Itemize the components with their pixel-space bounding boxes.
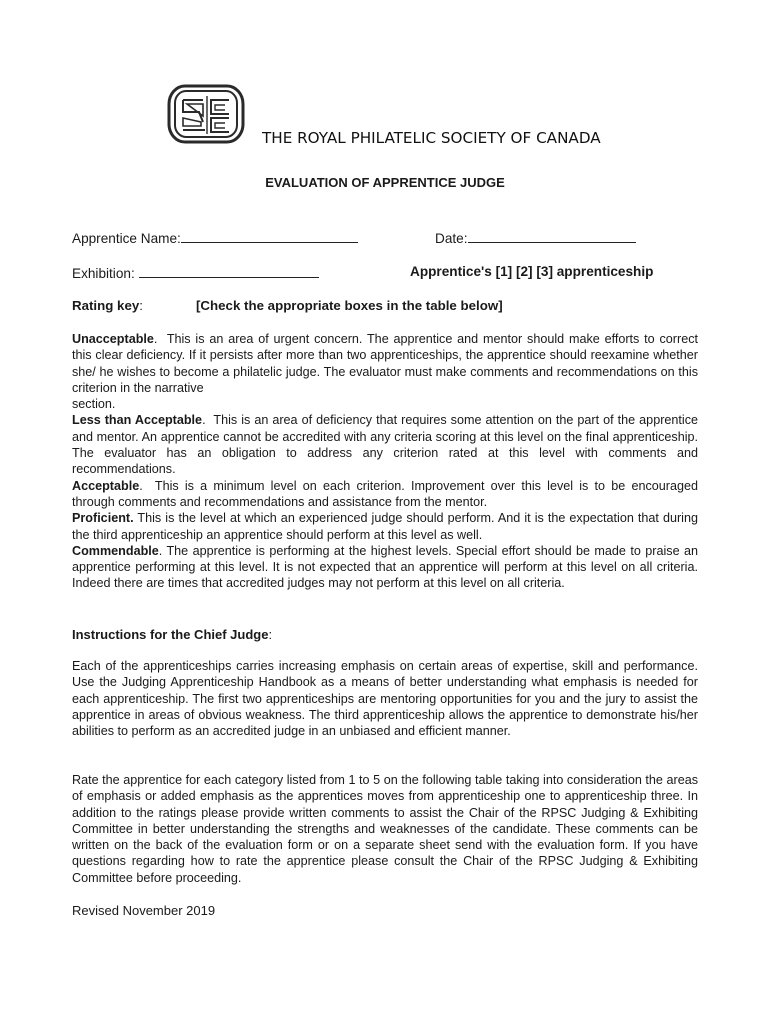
rating-level-less-than-acceptable — [72, 412, 702, 477]
rating-level-name: Unacceptable — [72, 332, 154, 346]
date-label: Date: — [435, 231, 468, 246]
rating-level-text: This is an area of urgent concern. The apprentice and mentor should make efforts to correct this clear deficiency. If it persists after more than two apprenticeships, the apprentice should reexamine whether she/ he wishes to become a philatelic judge. The evaluator must make comments and recommendations on this criterion in the narrative — [72, 332, 702, 395]
date-blank[interactable] — [468, 229, 636, 243]
rating-level-unacceptable-tail: section. — [72, 397, 116, 412]
rating-level-commendable — [72, 543, 702, 592]
rating-level-text: This is a minimum level on each criterion. Improvement over this level is to be encouraged through comments and recommendations and assistance from the mentor. — [72, 478, 702, 509]
rating-key-colon: : — [139, 298, 143, 313]
apprenticeship-number-selector[interactable]: Apprentice's [1] [2] [3] apprenticeship — [410, 264, 654, 279]
instructions-heading-colon: : — [268, 627, 273, 642]
rating-level-text: This is the level at which an experienced judge should perform. And it is the expectation that during the third apprenticeship an apprentice should perform at this level as well. — [72, 511, 702, 542]
form-title: EVALUATION OF APPRENTICE JUDGE — [265, 175, 505, 190]
revision-date: Revised November 2019 — [72, 903, 216, 918]
rpsc-logo-icon — [167, 82, 247, 146]
exhibition-field — [72, 264, 319, 281]
rating-level-punct: . — [202, 413, 206, 428]
rating-level-punct: . — [139, 478, 143, 493]
rating-level-proficient — [72, 510, 702, 543]
exhibition-label: Exhibition: — [72, 266, 135, 281]
rating-level-name: Commendable — [72, 543, 159, 558]
instructions-paragraph-2 — [72, 772, 698, 886]
instructions-paragraph-1 — [72, 658, 698, 739]
apprentice-name-blank[interactable] — [181, 229, 358, 243]
rating-level-name: Acceptable — [72, 478, 140, 493]
apprentice-name-field — [72, 229, 358, 246]
rating-level-text: This is an area of deficiency that requires some attention on the part of the apprentice and mentor. An apprentice cannot be accredited with any criteria scoring at this level on the final apprenticeship. The evaluator has an obligation to address any criterion rated at this level with comments and recommendations. — [72, 413, 702, 477]
instructions-heading-text: Instructions for the Chief Judge — [72, 627, 269, 642]
rating-level-punct: . — [153, 332, 158, 346]
rating-level-acceptable — [72, 478, 702, 511]
rating-level-name: Proficient. — [72, 511, 134, 526]
rating-level-unacceptable — [72, 331, 702, 396]
rating-level-punct: . — [158, 543, 163, 558]
instructions-paragraph-2-text: Rate the apprentice for each category listed from 1 to 5 on the following table taking into consideration the areas of emphasis or added emphasis as the apprentices moves from apprenticeship one to apprenticeship three. In addition to the ratings please provide written comments to assist the Chair of the RPSC Judging & Exhibiting Committee in better understanding the strengths and weaknesses of the candidate. These comments can be written on the back of the evaluation form or on a separate sheet send with the evaluation form. If you have questions regarding how to rate the apprentice please consult the Chair of the RPSC Judging & Exhibiting Committee before proceeding. — [72, 773, 698, 885]
rating-level-name: Less than Acceptable — [72, 413, 203, 428]
rating-definitions — [72, 331, 702, 592]
apprentice-name-label: Apprentice Name: — [72, 231, 181, 246]
rating-level-text: The apprentice is performing at the highest levels. Special effort should be made to praise an apprentice performing at this level. It is not expected that an apprentice will perform at this level on all criteria. Indeed there are times that accredited judges may not perform at this level on all criteria. — [72, 543, 702, 591]
rating-key-row — [72, 298, 503, 313]
exhibition-blank[interactable] — [139, 264, 319, 278]
rating-key-label: Rating key — [72, 298, 140, 313]
date-field — [435, 229, 636, 246]
instructions-paragraph-1-text: Each of the apprenticeships carries increasing emphasis on certain areas of expertise, skill and performance. Use the Judging Apprenticeship Handbook as a means of better understanding what emphasis is needed for each apprenticeship. The first two apprenticeships are mentoring opportunities for you and the jury to assist the apprentice in areas of obvious weakness. The third apprenticeship allows the apprentice to demonstrate his/her abilities to perform as an accredited judge in an unbiased and efficient manner. — [72, 659, 698, 739]
society-name: THE ROYAL PHILATELIC SOCIETY OF CANADA — [262, 129, 601, 147]
instructions-heading — [72, 627, 272, 642]
rating-key-instruction: [Check the appropriate boxes in the table below] — [196, 298, 503, 313]
